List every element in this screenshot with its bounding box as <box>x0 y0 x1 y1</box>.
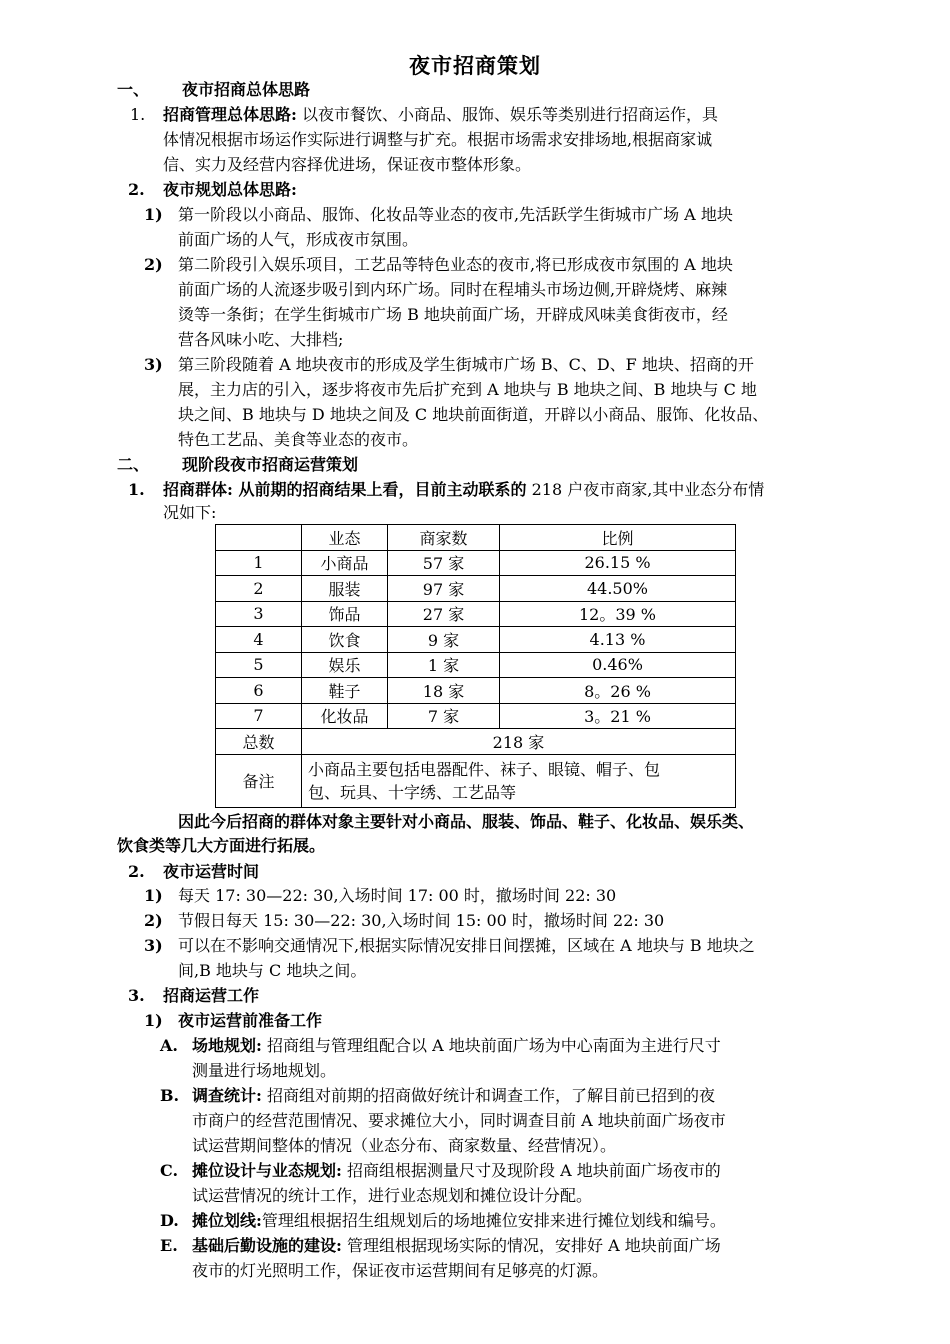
task-c-line-1 <box>192 1161 721 1181</box>
s1-sub-1-line-2: 前面广场的人气，形成夜市氛围。 <box>178 230 419 249</box>
table-note-text <box>302 754 736 807</box>
task-e-line-1 <box>192 1236 721 1256</box>
s2-item-1-line-2: 况如下: <box>163 503 217 522</box>
task-b-line-2: 市商户的经营范围情况、要求摊位大小，同时调查目前 A 地块前面广场夜市 <box>192 1111 726 1130</box>
table-cell: 8。26 % <box>500 678 736 704</box>
task-b-line-3: 试运营期间整体的情况（业态分布、商家数量、经营情况）。 <box>192 1136 617 1155</box>
table-cell: 化妆品 <box>302 703 388 729</box>
table-cell: 1 家 <box>388 652 500 678</box>
table-cell: 57 家 <box>388 550 500 576</box>
table-cell: 6 <box>216 678 302 704</box>
task-c-label: 摊位设计与业态规划: <box>192 1161 342 1180</box>
table-note-row <box>216 754 736 807</box>
table-cell: 97 家 <box>388 576 500 602</box>
s1-item-2-label: 夜市规划总体思路: <box>163 180 297 199</box>
s2-time-2-number: 2) <box>144 911 163 930</box>
s2-item-1-text: 218 户夜市商家,其中业态分布情 <box>531 480 765 499</box>
table-header-row <box>216 525 736 551</box>
s2-time-3-line-2: 间,B 地块与 C 地块之间。 <box>178 961 367 980</box>
s1-item-1-line-1 <box>163 105 718 125</box>
task-d-label: 摊位划线: <box>192 1211 262 1230</box>
table-header-cell <box>216 525 302 551</box>
s2-item-1-label: 招商群体: 从前期的招商结果上看，目前主动联系的 <box>163 480 527 499</box>
table-cell: 小商品 <box>302 550 388 576</box>
s1-item-2-number: 2. <box>128 180 145 199</box>
s1-sub-2-line-2: 前面广场的人流逐步吸引到内环广场。同时在程埔头市场边侧,开辟烧烤、麻辣 <box>178 280 728 299</box>
document-title: 夜市招商策划 <box>409 53 541 78</box>
table-cell: 12。39 % <box>500 601 736 627</box>
task-e-text: 管理组根据现场实际的情况，安排好 A 地块前面广场 <box>347 1236 721 1255</box>
table-total-value: 218 家 <box>302 729 736 755</box>
task-b-number: B. <box>160 1086 180 1105</box>
task-a-line-2: 测量进行场地规划。 <box>192 1061 337 1080</box>
task-c-text: 招商组根据测量尺寸及现阶段 A 地块前面广场夜市的 <box>347 1161 721 1180</box>
table-cell: 26.15 % <box>500 550 736 576</box>
table-row <box>216 678 736 704</box>
table-cell: 44.50% <box>500 576 736 602</box>
table-total-label: 总数 <box>216 729 302 755</box>
s1-sub-3-line-4: 特色工艺品、美食等业态的夜市。 <box>178 430 419 449</box>
table-cell: 18 家 <box>388 678 500 704</box>
table-cell: 7 <box>216 703 302 729</box>
s1-item-1-text: 以夜市餐饮、小商品、服饰、娱乐等类别进行招商运作，具 <box>302 105 719 124</box>
s1-sub-2-number: 2) <box>144 255 163 274</box>
table-total-row <box>216 729 736 755</box>
task-e-label: 基础后勤设施的建设: <box>192 1236 342 1255</box>
section-2-number: 二、 <box>117 455 150 474</box>
s2-item-3-label: 招商运营工作 <box>163 986 260 1005</box>
task-d-number: D. <box>160 1211 179 1230</box>
task-e-line-2: 夜市的灯光照明工作，保证夜市运营期间有足够亮的灯源。 <box>192 1261 609 1280</box>
task-d-line-1 <box>192 1211 726 1231</box>
table-row <box>216 550 736 576</box>
table-cell: 4.13 % <box>500 627 736 653</box>
table-header-cell: 业态 <box>302 525 388 551</box>
table-row <box>216 601 736 627</box>
s2-time-1-number: 1) <box>144 886 163 905</box>
s2-item-3-number: 3. <box>128 986 145 1005</box>
s1-sub-3-number: 3) <box>144 355 163 374</box>
task-a-line-1 <box>192 1036 721 1056</box>
s2-time-3-line-1: 可以在不影响交通情况下,根据实际情况安排日间摆摊，区域在 A 地块与 B 地块之 <box>178 936 755 955</box>
table-row <box>216 652 736 678</box>
section-2-heading: 现阶段夜市招商运营策划 <box>182 455 359 474</box>
table-cell: 3。21 % <box>500 703 736 729</box>
s1-sub-2-line-3: 烫等一条街；在学生街城市广场 B 地块前面广场，开辟成风味美食街夜市，经 <box>178 305 728 324</box>
s1-item-1-line-3: 信、实力及经营内容择优进场，保证夜市整体形象。 <box>163 155 532 174</box>
table-cell: 1 <box>216 550 302 576</box>
table-row <box>216 703 736 729</box>
s2-item-2-number: 2. <box>128 862 145 881</box>
s1-sub-3-line-1: 第三阶段随着 A 地块夜市的形成及学生街城市广场 B、C、D、F 地块、招商的开 <box>178 355 754 374</box>
table-cell: 9 家 <box>388 627 500 653</box>
table-note-line-1: 小商品主要包括电器配件、袜子、眼镜、帽子、包 <box>308 759 661 779</box>
table-row <box>216 576 736 602</box>
task-c-number: C. <box>160 1161 179 1180</box>
table-cell: 服装 <box>302 576 388 602</box>
s1-sub-3-line-2: 展，主力店的引入，逐步将夜市先后扩充到 A 地块与 B 地块之间、B 地块与 C 地 <box>178 380 757 399</box>
s2-time-2-line-1: 节假日每天 15: 30—22: 30,入场时间 15: 00 时，撤场时间 22: 30 <box>178 911 665 930</box>
table-row <box>216 627 736 653</box>
table-note-label: 备注 <box>216 754 302 807</box>
task-a-number: A. <box>160 1036 178 1055</box>
table-cell: 娱乐 <box>302 652 388 678</box>
s1-item-1-line-2: 体情况根据市场运作实际进行调整与扩充。根据市场需求安排场地,根据商家诚 <box>163 130 713 149</box>
s2-time-1-line-1: 每天 17: 30—22: 30,入场时间 17: 00 时，撤场时间 22: 30 <box>178 886 617 905</box>
table-cell: 27 家 <box>388 601 500 627</box>
task-e-number: E. <box>160 1236 178 1255</box>
table-cell: 鞋子 <box>302 678 388 704</box>
s1-sub-2-line-1: 第二阶段引入娱乐项目，工艺品等特色业态的夜市,将已形成夜市氛围的 A 地块 <box>178 255 733 274</box>
table-note-line-2: 包、玩具、十字绣、工艺品等 <box>308 782 517 802</box>
s1-sub-3-line-3: 块之间、B 地块与 D 地块之间及 C 地块前面街道，开辟以小商品、服饰、化妆品、 <box>178 405 769 424</box>
task-b-label: 调查统计: <box>192 1086 262 1105</box>
conclusion-line-1: 因此今后招商的群体对象主要针对小商品、服装、饰品、鞋子、化妆品、娱乐类、 <box>178 812 755 831</box>
table-cell: 0.46% <box>500 652 736 678</box>
table-cell: 5 <box>216 652 302 678</box>
table-cell: 3 <box>216 601 302 627</box>
s1-item-1-label: 招商管理总体思路: <box>163 105 297 124</box>
table-header-cell: 比例 <box>500 525 736 551</box>
s2-item-1-number: 1. <box>128 480 145 499</box>
table-cell: 7 家 <box>388 703 500 729</box>
section-1-number: 一、 <box>117 80 150 99</box>
table-header-cell: 商家数 <box>388 525 500 551</box>
s1-sub-1-line-1: 第一阶段以小商品、服饰、化妆品等业态的夜市,先活跃学生街城市广场 A 地块 <box>178 205 733 224</box>
s1-item-1-number: 1. <box>130 105 146 124</box>
s1-sub-1-number: 1) <box>144 205 163 224</box>
table-cell: 4 <box>216 627 302 653</box>
s2-item-2-label: 夜市运营时间 <box>163 862 260 881</box>
task-a-label: 场地规划: <box>192 1036 262 1055</box>
s2-prep-number: 1) <box>144 1011 163 1030</box>
conclusion-line-2: 饮食类等几大方面进行拓展。 <box>117 836 326 855</box>
s2-time-3-number: 3) <box>144 936 163 955</box>
table-cell: 2 <box>216 576 302 602</box>
s2-prep-label: 夜市运营前准备工作 <box>178 1011 323 1030</box>
section-1-heading: 夜市招商总体思路 <box>182 80 311 99</box>
task-a-text: 招商组与管理组配合以 A 地块前面广场为中心南面为主进行尺寸 <box>267 1036 721 1055</box>
table-cell: 饮食 <box>302 627 388 653</box>
s2-item-1-line-1 <box>163 480 764 500</box>
task-c-line-2: 试运营情况的统计工作，进行业态规划和摊位设计分配。 <box>192 1186 593 1205</box>
business-distribution-table <box>215 524 736 808</box>
task-b-text: 招商组对前期的招商做好统计和调查工作，了解目前已招到的夜 <box>267 1086 716 1105</box>
s1-sub-2-line-4: 营各风味小吃、大排档; <box>178 330 344 349</box>
task-b-line-1 <box>192 1086 715 1106</box>
table-cell: 饰品 <box>302 601 388 627</box>
task-d-text: 管理组根据招生组规划后的场地摊位安排来进行摊位划线和编号。 <box>261 1211 726 1230</box>
